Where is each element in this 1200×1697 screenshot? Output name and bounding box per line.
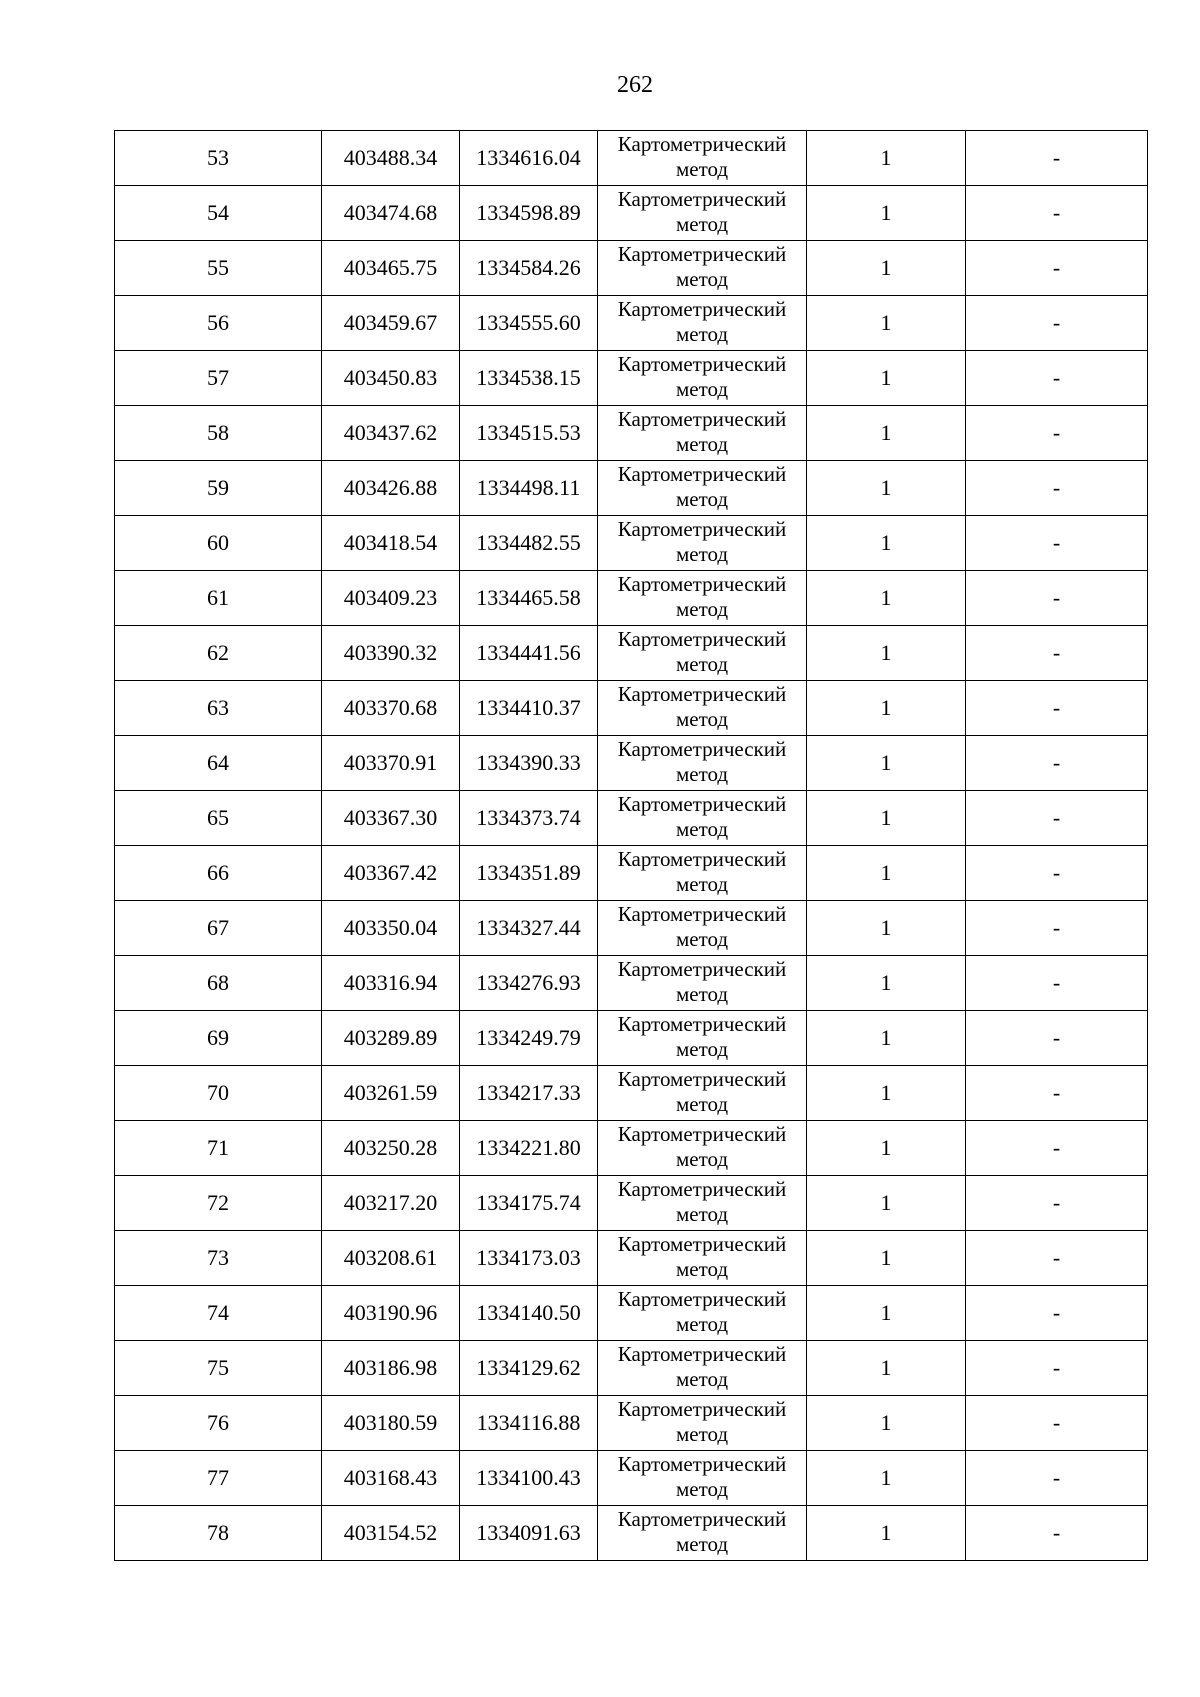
- point-number-cell: 78: [115, 1506, 322, 1561]
- method-line-1: Картометрический: [617, 1452, 787, 1476]
- point-number-cell: 60: [115, 516, 322, 571]
- method-line-2: метод: [675, 322, 729, 346]
- table-row: [115, 131, 1148, 186]
- y-coordinate-cell: 1334598.89: [460, 186, 598, 241]
- method-line-2: метод: [675, 487, 729, 511]
- method-line-2: метод: [675, 982, 729, 1006]
- x-coordinate-cell: 403261.59: [322, 1066, 460, 1121]
- accuracy-cell: 1: [807, 1396, 966, 1451]
- accuracy-cell: 1: [807, 901, 966, 956]
- method-cell: [598, 1341, 807, 1396]
- y-coordinate-cell: 1334538.15: [460, 351, 598, 406]
- point-number-cell: 77: [115, 1451, 322, 1506]
- method-cell: [598, 1066, 807, 1121]
- point-number-cell: 57: [115, 351, 322, 406]
- y-coordinate-cell: 1334100.43: [460, 1451, 598, 1506]
- table-row: [115, 351, 1148, 406]
- method-line-1: Картометрический: [617, 737, 787, 761]
- method-line-1: Картометрический: [617, 352, 787, 376]
- table-row: [115, 681, 1148, 736]
- method-cell: [598, 846, 807, 901]
- y-coordinate-cell: 1334276.93: [460, 956, 598, 1011]
- method-cell: [598, 1011, 807, 1066]
- point-number-cell: 66: [115, 846, 322, 901]
- point-number-cell: 70: [115, 1066, 322, 1121]
- point-number-cell: 54: [115, 186, 322, 241]
- table-row: [115, 516, 1148, 571]
- accuracy-cell: 1: [807, 1506, 966, 1561]
- accuracy-cell: 1: [807, 461, 966, 516]
- method-line-1: Картометрический: [617, 792, 787, 816]
- x-coordinate-cell: 403186.98: [322, 1341, 460, 1396]
- point-number-cell: 67: [115, 901, 322, 956]
- accuracy-cell: 1: [807, 516, 966, 571]
- method-cell: [598, 186, 807, 241]
- method-line-1: Картометрический: [617, 297, 787, 321]
- note-cell: -: [966, 296, 1148, 351]
- note-cell: -: [966, 1396, 1148, 1451]
- method-line-1: Картометрический: [617, 1232, 787, 1256]
- table-row: [115, 901, 1148, 956]
- note-cell: -: [966, 1176, 1148, 1231]
- accuracy-cell: 1: [807, 1231, 966, 1286]
- note-cell: -: [966, 1451, 1148, 1506]
- accuracy-cell: 1: [807, 351, 966, 406]
- x-coordinate-cell: 403474.68: [322, 186, 460, 241]
- table-row: [115, 1286, 1148, 1341]
- x-coordinate-cell: 403289.89: [322, 1011, 460, 1066]
- y-coordinate-cell: 1334327.44: [460, 901, 598, 956]
- note-cell: -: [966, 1286, 1148, 1341]
- y-coordinate-cell: 1334441.56: [460, 626, 598, 681]
- x-coordinate-cell: 403488.34: [322, 131, 460, 186]
- method-line-2: метод: [675, 542, 729, 566]
- y-coordinate-cell: 1334373.74: [460, 791, 598, 846]
- accuracy-cell: 1: [807, 956, 966, 1011]
- note-cell: -: [966, 1341, 1148, 1396]
- y-coordinate-cell: 1334173.03: [460, 1231, 598, 1286]
- note-cell: -: [966, 516, 1148, 571]
- method-line-2: метод: [675, 872, 729, 896]
- method-cell: [598, 131, 807, 186]
- point-number-cell: 61: [115, 571, 322, 626]
- method-line-1: Картометрический: [617, 187, 787, 211]
- table-row: [115, 1506, 1148, 1561]
- table-row: [115, 791, 1148, 846]
- note-cell: -: [966, 626, 1148, 681]
- method-line-2: метод: [675, 762, 729, 786]
- table-row: [115, 626, 1148, 681]
- method-line-2: метод: [675, 1312, 729, 1336]
- method-cell: [598, 791, 807, 846]
- y-coordinate-cell: 1334091.63: [460, 1506, 598, 1561]
- accuracy-cell: 1: [807, 1286, 966, 1341]
- method-line-2: метод: [675, 817, 729, 841]
- note-cell: -: [966, 901, 1148, 956]
- x-coordinate-cell: 403168.43: [322, 1451, 460, 1506]
- y-coordinate-cell: 1334140.50: [460, 1286, 598, 1341]
- method-line-1: Картометрический: [617, 407, 787, 431]
- y-coordinate-cell: 1334217.33: [460, 1066, 598, 1121]
- method-line-2: метод: [675, 212, 729, 236]
- x-coordinate-cell: 403208.61: [322, 1231, 460, 1286]
- note-cell: -: [966, 461, 1148, 516]
- point-number-cell: 75: [115, 1341, 322, 1396]
- method-line-1: Картометрический: [617, 1122, 787, 1146]
- table-row: [115, 1341, 1148, 1396]
- method-line-1: Картометрический: [617, 1287, 787, 1311]
- method-line-2: метод: [675, 157, 729, 181]
- method-line-2: метод: [675, 1367, 729, 1391]
- method-line-1: Картометрический: [617, 957, 787, 981]
- accuracy-cell: 1: [807, 571, 966, 626]
- method-line-2: метод: [675, 927, 729, 951]
- y-coordinate-cell: 1334249.79: [460, 1011, 598, 1066]
- x-coordinate-cell: 403367.30: [322, 791, 460, 846]
- x-coordinate-cell: 403154.52: [322, 1506, 460, 1561]
- x-coordinate-cell: 403437.62: [322, 406, 460, 461]
- accuracy-cell: 1: [807, 131, 966, 186]
- point-number-cell: 64: [115, 736, 322, 791]
- page-number: 262: [617, 72, 653, 98]
- accuracy-cell: 1: [807, 406, 966, 461]
- x-coordinate-cell: 403370.91: [322, 736, 460, 791]
- note-cell: -: [966, 186, 1148, 241]
- point-number-cell: 69: [115, 1011, 322, 1066]
- table-row: [115, 571, 1148, 626]
- y-coordinate-cell: 1334616.04: [460, 131, 598, 186]
- note-cell: -: [966, 1506, 1148, 1561]
- method-line-2: метод: [675, 1422, 729, 1446]
- y-coordinate-cell: 1334116.88: [460, 1396, 598, 1451]
- method-cell: [598, 296, 807, 351]
- method-cell: [598, 1286, 807, 1341]
- accuracy-cell: 1: [807, 1121, 966, 1176]
- method-line-1: Картометрический: [617, 132, 787, 156]
- note-cell: -: [966, 406, 1148, 461]
- method-line-2: метод: [675, 1477, 729, 1501]
- accuracy-cell: 1: [807, 846, 966, 901]
- method-cell: [598, 736, 807, 791]
- note-cell: -: [966, 131, 1148, 186]
- table-row: [115, 846, 1148, 901]
- accuracy-cell: 1: [807, 1341, 966, 1396]
- table-row: [115, 186, 1148, 241]
- x-coordinate-cell: 403180.59: [322, 1396, 460, 1451]
- method-line-2: метод: [675, 267, 729, 291]
- accuracy-cell: 1: [807, 1176, 966, 1231]
- method-line-2: метод: [675, 707, 729, 731]
- note-cell: -: [966, 736, 1148, 791]
- x-coordinate-cell: 403190.96: [322, 1286, 460, 1341]
- accuracy-cell: 1: [807, 681, 966, 736]
- method-line-1: Картометрический: [617, 627, 787, 651]
- table-row: [115, 736, 1148, 791]
- accuracy-cell: 1: [807, 791, 966, 846]
- note-cell: -: [966, 1011, 1148, 1066]
- table-row: [115, 1231, 1148, 1286]
- method-line-1: Картометрический: [617, 1397, 787, 1421]
- point-number-cell: 72: [115, 1176, 322, 1231]
- note-cell: -: [966, 1121, 1148, 1176]
- method-cell: [598, 461, 807, 516]
- note-cell: -: [966, 681, 1148, 736]
- x-coordinate-cell: 403426.88: [322, 461, 460, 516]
- method-line-1: Картометрический: [617, 242, 787, 266]
- method-line-1: Картометрический: [617, 1012, 787, 1036]
- table-row: [115, 241, 1148, 296]
- table-body: [115, 131, 1148, 1561]
- method-line-1: Картометрический: [617, 1177, 787, 1201]
- note-cell: -: [966, 791, 1148, 846]
- method-cell: [598, 1231, 807, 1286]
- note-cell: -: [966, 351, 1148, 406]
- x-coordinate-cell: 403370.68: [322, 681, 460, 736]
- y-coordinate-cell: 1334390.33: [460, 736, 598, 791]
- method-cell: [598, 1506, 807, 1561]
- y-coordinate-cell: 1334410.37: [460, 681, 598, 736]
- x-coordinate-cell: 403250.28: [322, 1121, 460, 1176]
- table-row: [115, 461, 1148, 516]
- point-number-cell: 74: [115, 1286, 322, 1341]
- x-coordinate-cell: 403418.54: [322, 516, 460, 571]
- x-coordinate-cell: 403465.75: [322, 241, 460, 296]
- y-coordinate-cell: 1334129.62: [460, 1341, 598, 1396]
- x-coordinate-cell: 403367.42: [322, 846, 460, 901]
- method-cell: [598, 626, 807, 681]
- y-coordinate-cell: 1334221.80: [460, 1121, 598, 1176]
- point-number-cell: 65: [115, 791, 322, 846]
- point-number-cell: 55: [115, 241, 322, 296]
- method-cell: [598, 901, 807, 956]
- method-cell: [598, 956, 807, 1011]
- x-coordinate-cell: 403409.23: [322, 571, 460, 626]
- method-line-2: метод: [675, 1037, 729, 1061]
- method-line-1: Картометрический: [617, 1342, 787, 1366]
- table-row: [115, 1121, 1148, 1176]
- x-coordinate-cell: 403316.94: [322, 956, 460, 1011]
- method-cell: [598, 516, 807, 571]
- point-number-cell: 63: [115, 681, 322, 736]
- method-cell: [598, 351, 807, 406]
- coordinates-table: [114, 130, 1148, 1561]
- method-line-2: метод: [675, 1257, 729, 1281]
- y-coordinate-cell: 1334584.26: [460, 241, 598, 296]
- table-row: [115, 1396, 1148, 1451]
- point-number-cell: 56: [115, 296, 322, 351]
- point-number-cell: 71: [115, 1121, 322, 1176]
- method-line-1: Картометрический: [617, 682, 787, 706]
- method-cell: [598, 681, 807, 736]
- y-coordinate-cell: 1334351.89: [460, 846, 598, 901]
- y-coordinate-cell: 1334175.74: [460, 1176, 598, 1231]
- method-cell: [598, 1176, 807, 1231]
- method-line-1: Картометрический: [617, 902, 787, 926]
- method-cell: [598, 406, 807, 461]
- method-line-2: метод: [675, 1202, 729, 1226]
- table-row: [115, 956, 1148, 1011]
- y-coordinate-cell: 1334482.55: [460, 516, 598, 571]
- method-line-1: Картометрический: [617, 847, 787, 871]
- table-row: [115, 1176, 1148, 1231]
- x-coordinate-cell: 403217.20: [322, 1176, 460, 1231]
- method-line-2: метод: [675, 1147, 729, 1171]
- accuracy-cell: 1: [807, 736, 966, 791]
- x-coordinate-cell: 403450.83: [322, 351, 460, 406]
- point-number-cell: 76: [115, 1396, 322, 1451]
- accuracy-cell: 1: [807, 1451, 966, 1506]
- method-line-2: метод: [675, 597, 729, 621]
- table-row: [115, 296, 1148, 351]
- note-cell: -: [966, 846, 1148, 901]
- point-number-cell: 73: [115, 1231, 322, 1286]
- method-line-2: метод: [675, 1092, 729, 1116]
- note-cell: -: [966, 1231, 1148, 1286]
- method-line-2: метод: [675, 377, 729, 401]
- method-line-1: Картометрический: [617, 462, 787, 486]
- note-cell: -: [966, 956, 1148, 1011]
- y-coordinate-cell: 1334465.58: [460, 571, 598, 626]
- table-row: [115, 1066, 1148, 1121]
- table-row: [115, 406, 1148, 461]
- accuracy-cell: 1: [807, 296, 966, 351]
- accuracy-cell: 1: [807, 241, 966, 296]
- method-cell: [598, 241, 807, 296]
- accuracy-cell: 1: [807, 1066, 966, 1121]
- method-cell: [598, 1396, 807, 1451]
- note-cell: -: [966, 1066, 1148, 1121]
- point-number-cell: 58: [115, 406, 322, 461]
- method-line-1: Картометрический: [617, 517, 787, 541]
- accuracy-cell: 1: [807, 626, 966, 681]
- y-coordinate-cell: 1334498.11: [460, 461, 598, 516]
- method-cell: [598, 571, 807, 626]
- method-line-2: метод: [675, 652, 729, 676]
- x-coordinate-cell: 403350.04: [322, 901, 460, 956]
- accuracy-cell: 1: [807, 186, 966, 241]
- method-line-1: Картометрический: [617, 572, 787, 596]
- note-cell: -: [966, 241, 1148, 296]
- point-number-cell: 68: [115, 956, 322, 1011]
- accuracy-cell: 1: [807, 1011, 966, 1066]
- point-number-cell: 53: [115, 131, 322, 186]
- method-line-1: Картометрический: [617, 1507, 787, 1531]
- point-number-cell: 59: [115, 461, 322, 516]
- y-coordinate-cell: 1334555.60: [460, 296, 598, 351]
- method-line-2: метод: [675, 432, 729, 456]
- y-coordinate-cell: 1334515.53: [460, 406, 598, 461]
- method-line-1: Картометрический: [617, 1067, 787, 1091]
- method-cell: [598, 1451, 807, 1506]
- method-cell: [598, 1121, 807, 1176]
- x-coordinate-cell: 403390.32: [322, 626, 460, 681]
- note-cell: -: [966, 571, 1148, 626]
- table-row: [115, 1451, 1148, 1506]
- table-row: [115, 1011, 1148, 1066]
- x-coordinate-cell: 403459.67: [322, 296, 460, 351]
- method-line-2: метод: [675, 1532, 729, 1556]
- point-number-cell: 62: [115, 626, 322, 681]
